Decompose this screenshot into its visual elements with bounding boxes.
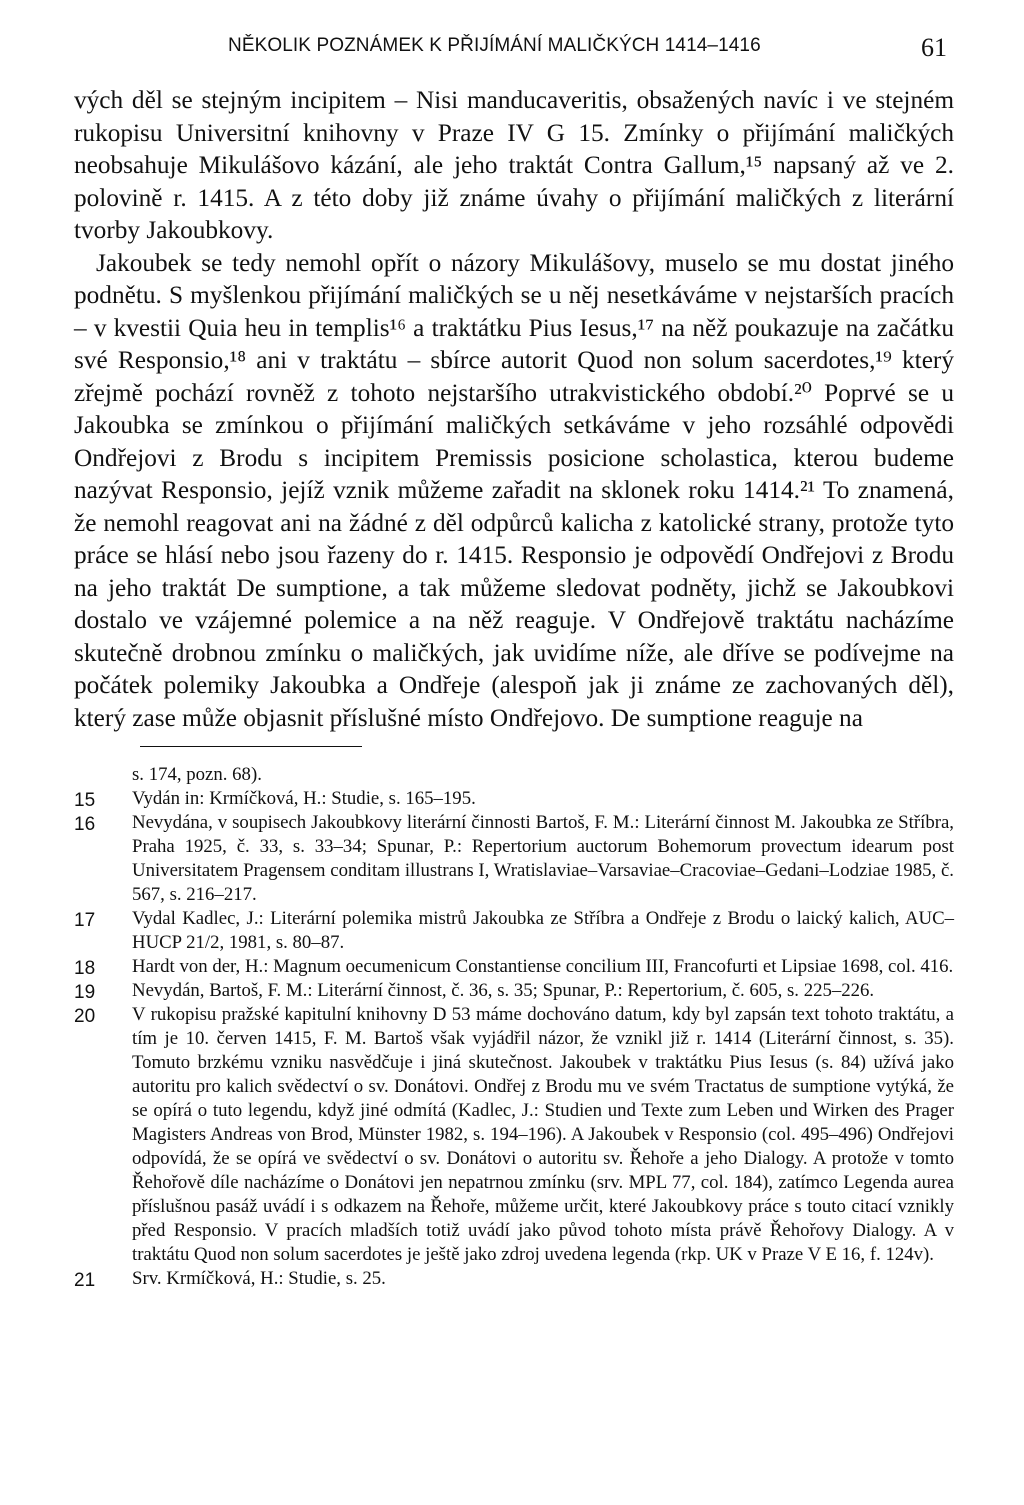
footnote-number: 18 (74, 958, 96, 979)
page-number: 61 (921, 33, 947, 62)
footnote-17 (74, 907, 954, 955)
footnote-number: 19 (74, 982, 96, 1003)
running-title: NĚKOLIK POZNÁMEK K PŘIJÍMÁNÍ MALIČKÝCH 1414–1416 (228, 35, 761, 56)
footnote-18 (74, 955, 954, 979)
footnote-21 (74, 1267, 954, 1291)
footnote-text: V rukopisu pražské kapitulní knihovny D 53 máme dochováno datum, kdy byl zapsán text tohoto traktátu, a tím je 10. červen 1415, F. M. Bartoš však vyjádřil názor, že vznikl již r. 1414 (Literární činnost, s. 35). Tomuto brzkému vzniku nasvědčuje i jiná skutečnost. Jakoubek v traktátku Pius Iesus (s. 84) užívá jako autoritu pro kalich svědectví o sv. Donátovi. Ondřej z Brodu mu ve svém Tractatus de sumptione vytýká, že se opírá o tuto legendu, když jiné odmítá (Kadlec, J.: Studien und Texte zum Leben und Wirken des Prager Magisters Andreas von Brod, Münster 1982, s. 194–196). A Jakoubek v Responsio (col. 495–496) Ondřejovi odpovídá, že se opírá ve svědectví o sv. Donátovi o autoritu sv. Řehoře a jeho Dialogy. A protože v tomto Řehořově díle nacházíme o Donátovi jen nepatrnou zmínku (srv. MPL 77, col. 184), zatímco Legenda aurea příslušnou pasáž uvádí i s odkazem na Řehoře, můžeme určit, které Jakoubkovy práce s touto citací vznikly před Responsio. V pracích mladších totiž uvádí jako původ tohoto místa právě Řehořovy Dialogy. A v traktátu Quod non solum sacerdotes je ještě jako zdroj uvedena legenda (rkp. UK v Praze V E 16, f. 124v). (132, 1004, 954, 1265)
footnote-text: Nevydána, v soupisech Jakoubkovy literární činnosti Bartoš, F. M.: Literární činnost M. Jakoubka ze Stříbra, Praha 1925, č. 33, s. 33–34; Spunar, P.: Repertorium auctorum Bohemorum provectum idearum post Universitatem Pragensem conditam illustrans I, Wratislaviae–Varsaviae–Cracoviae–Gedani–Lodziae 1985, č. 567, s. 216–217. (132, 812, 954, 905)
footnote-number: 21 (74, 1270, 96, 1291)
paragraph-2: Jakoubek se tedy nemohl opřít o názory Mikulášovy, muselo se mu dostat jiného podnětu. S myšlenkou přijímání maličkých se u něj nesetkáváme v nejstarších pracích – v kvestii Quia heu in templis¹⁶ a traktátku Pius Iesus,¹⁷ na něž poukazuje na začátku své Responsio,¹⁸ ani v traktátu – sbírce autorit Quod non solum sacerdotes,¹⁹ který zřejmě pochází rovněž z tohoto nejstaršího utrakvistického období.²⁰ Poprvé se u Jakoubka se zmínkou o přijímání maličkých setkáváme v jeho rozsáhlé odpovědi Ondřejovi z Brodu s incipitem Premissis posicione scholastica, kterou budeme nazývat Responsio, jejíž vznik můžeme zařadit na sklonek roku 1414.²¹ To znamená, že nemohl reagovat ani na žádné z děl odpůrců kalicha z katolické strany, protože tyto práce se hlásí nebo jsou řazeny do r. 1415. Responsio je odpovědí Ondřejovi z Brodu na jeho traktát De sumptione, a tak můžeme sledovat podněty, jichž se Jakoubkovi dostalo ve vzájemné polemice a na něž reaguje. V Ondřejově traktátu nacházíme skutečně drobnou zmínku o maličkých, jak uvidíme níže, ale dříve se podívejme na počátek polemiky Jakoubka a Ondřeje (alespoň jak ji známe ze zachovaných děl), který zase může objasnit příslušné místo Ondřejovo. De sumptione reaguje na (74, 248, 954, 732)
footnote-text: Srv. Krmíčková, H.: Studie, s. 25. (132, 1268, 386, 1289)
footnote-number: 15 (74, 790, 96, 811)
footnote-text: s. 174, pozn. 68). (132, 764, 262, 785)
footnote-19 (74, 979, 954, 1003)
footnote-text: Vydal Kadlec, J.: Literární polemika mistrů Jakoubka ze Stříbra a Ondřeje z Brodu o laický kalich, AUC–HUCP 21/2, 1981, s. 80–87. (132, 908, 954, 953)
footnote-continued (74, 763, 954, 787)
footnotes (74, 763, 954, 1291)
footnote-separator (140, 746, 362, 747)
footnote-number: 16 (74, 814, 96, 835)
footnote-16 (74, 811, 954, 907)
footnote-text: Nevydán, Bartoš, F. M.: Literární činnost, č. 36, s. 35; Spunar, P.: Repertorium, č. 605, s. 225–226. (132, 980, 875, 1001)
footnote-text: Hardt von der, H.: Magnum oecumenicum Constantiense concilium III, Francofurti et Lipsiae 1698, col. 416. (132, 956, 954, 977)
footnote-15 (74, 787, 954, 811)
paragraph-1: vých děl se stejným incipitem – Nisi manducaveritis, obsažených navíc i ve stejném rukopisu Universitní knihovny v Praze IV G 15. Zmínky o přijímání maličkých neobsahuje Mikulášovo kázání, ale jeho traktát Contra Gallum,¹⁵ napsaný až ve 2. polovině r. 1415. A z této doby již známe úvahy o přijímání maličkých z literární tvorby Jakoubkovy. (74, 86, 954, 244)
footnote-number: 17 (74, 910, 96, 931)
running-header (0, 33, 1024, 63)
footnote-text: Vydán in: Krmíčková, H.: Studie, s. 165–195. (132, 788, 476, 809)
footnote-20 (74, 1003, 954, 1267)
main-text (74, 84, 954, 734)
footnote-number: 20 (74, 1006, 96, 1027)
